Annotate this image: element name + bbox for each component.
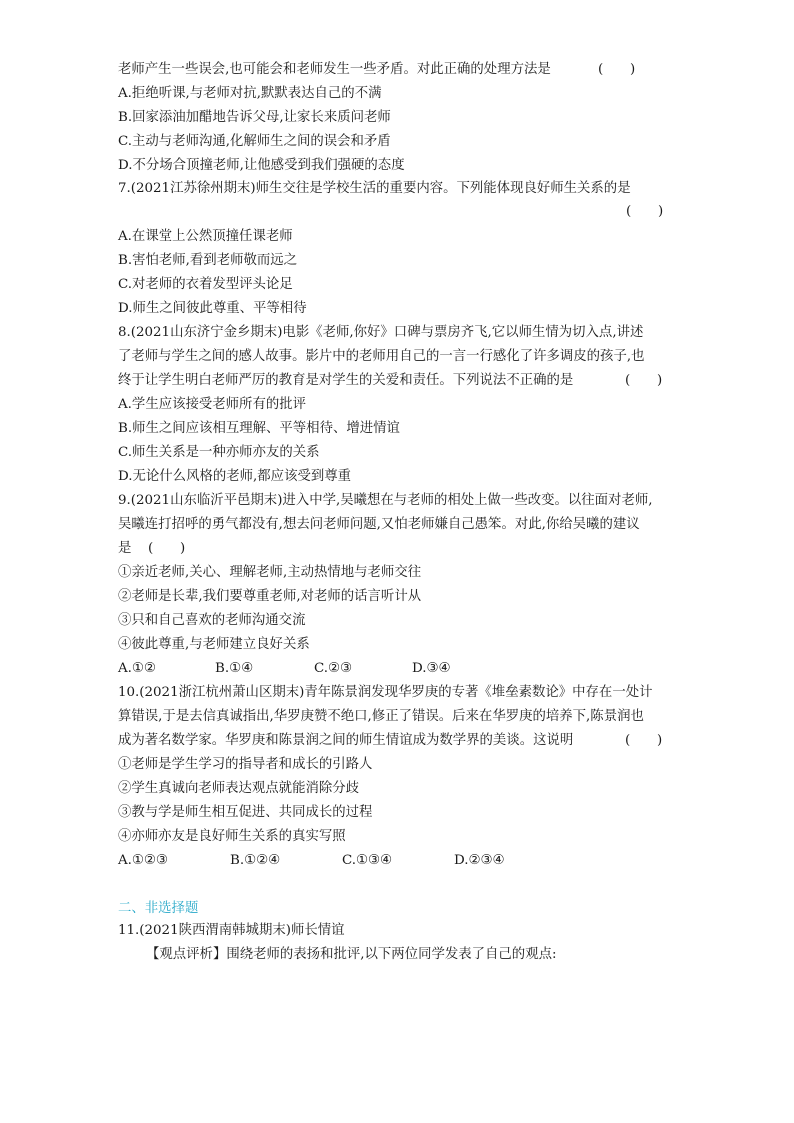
q9-stem-line-3-text: 是 xyxy=(118,541,132,556)
q9-stem-line-2: 吴曦连打招呼的勇气都没有,想去问老师问题,又怕老师嫌自己愚笨。对此,你给吴曦的建议 xyxy=(118,517,640,532)
q10-choice-a: A.①②③ xyxy=(118,853,168,868)
q9-statement-4: ④彼此尊重,与老师建立良好关系 xyxy=(118,637,310,652)
q10-stem-line-1: 10.(2021浙江杭州萧山区期末)青年陈景润发现华罗庚的专著《堆垒素数论》中存在一处计 xyxy=(118,685,653,700)
q7-stem: 7.(2021江苏徐州期末)师生交往是学校生活的重要内容。下列能体现良好师生关系的是 xyxy=(118,181,631,196)
q8-option-b: B.师生之间应该相互理解、平等相待、增进情谊 xyxy=(118,421,400,436)
q10-stem-line-2: 算错误,于是去信真诚指出,华罗庚赞不绝口,修正了错误。后来在华罗庚的培养下,陈景润也 xyxy=(118,709,644,724)
q6-option-b: B.回家添油加醋地告诉父母,让家长来质问老师 xyxy=(118,110,391,125)
q7-option-d: D.师生之间彼此尊重、平等相待 xyxy=(118,301,307,316)
q10-statement-4: ④亦师亦友是良好师生关系的真实写照 xyxy=(118,829,346,844)
q10-choices xyxy=(118,852,678,870)
q7-answer-bracket: ( ) xyxy=(626,204,664,219)
q10-stem-line-3-text: 成为著名数学家。华罗庚和陈景润之间的师生情谊成为数学界的美谈。这说明 xyxy=(118,733,574,748)
q6-option-c: C.主动与老师沟通,化解师生之间的误会和矛盾 xyxy=(118,134,391,149)
q6-option-d: D.不分场合顶撞老师,让他感受到我们强硬的态度 xyxy=(118,158,405,173)
q10-statement-1: ①老师是学生学习的指导者和成长的引路人 xyxy=(118,757,373,772)
q6-answer-bracket: ( ) xyxy=(598,62,636,77)
q8-option-c: C.师生关系是一种亦师亦友的关系 xyxy=(118,445,320,460)
q9-answer-bracket: ( ) xyxy=(148,541,186,556)
q9-statement-2: ②老师是长辈,我们要尊重老师,对老师的话言听计从 xyxy=(118,589,422,604)
q10-statement-2: ②学生真诚向老师表达观点就能消除分歧 xyxy=(118,781,360,796)
q11-sub-prompt: 【观点评析】围绕老师的表扬和批评,以下两位同学发表了自己的观点: xyxy=(146,947,557,962)
q9-stem-line-1: 9.(2021山东临沂平邑期末)进入中学,吴曦想在与老师的相处上做一些改变。以往面对老师, xyxy=(118,493,653,508)
q7-option-a: A.在课堂上公然顶撞任课老师 xyxy=(118,229,293,244)
section-heading-non-choice: 二、非选择题 xyxy=(118,901,199,916)
q8-stem-line-2: 了老师与学生之间的感人故事。影片中的老师用自己的一言一行感化了许多调皮的孩子,也 xyxy=(118,349,645,364)
q9-stem-line-3 xyxy=(118,540,186,558)
q8-option-a: A.学生应该接受老师所有的批评 xyxy=(118,397,307,412)
q9-choices xyxy=(118,660,678,678)
q9-choice-c: C.②③ xyxy=(314,661,353,676)
q9-choice-b: B.①④ xyxy=(215,661,254,676)
q8-stem-line-1: 8.(2021山东济宁金乡期末)电影《老师,你好》口碑与票房齐飞,它以师生情为切入点,讲述 xyxy=(118,325,644,340)
q6-stem-text: 老师产生一些误会,也可能会和老师发生一些矛盾。对此正确的处理方法是 xyxy=(118,62,551,77)
q7-option-c: C.对老师的衣着发型评头论足 xyxy=(118,277,293,292)
q10-statement-3: ③教与学是师生相互促进、共同成长的过程 xyxy=(118,805,373,820)
q11-stem: 11.(2021陕西渭南韩城期末)师长情谊 xyxy=(118,923,345,938)
q9-statement-3: ③只和自己喜欢的老师沟通交流 xyxy=(118,613,306,628)
q6-option-a: A.拒绝听课,与老师对抗,默默表达自己的不满 xyxy=(118,86,382,101)
q10-choice-d: D.②③④ xyxy=(454,853,505,868)
q10-choice-b: B.①②④ xyxy=(230,853,281,868)
q8-answer-bracket: ( ) xyxy=(625,373,663,388)
q9-choice-d: D.③④ xyxy=(412,661,451,676)
q9-choice-a: A.①② xyxy=(118,661,156,676)
q8-option-d: D.无论什么风格的老师,都应该受到尊重 xyxy=(118,469,352,484)
q8-stem-line-3 xyxy=(118,372,663,390)
q8-stem-line-3-text: 终于让学生明白老师严厉的教育是对学生的关爱和责任。下列说法不正确的是 xyxy=(118,373,574,388)
q6-stem xyxy=(118,61,636,79)
q10-choice-c: C.①③④ xyxy=(342,853,393,868)
q7-option-b: B.害怕老师,看到老师敬而远之 xyxy=(118,253,298,268)
q9-statement-1: ①亲近老师,关心、理解老师,主动热情地与老师交往 xyxy=(118,565,422,580)
q10-answer-bracket: ( ) xyxy=(625,733,663,748)
q10-stem-line-3 xyxy=(118,732,663,750)
